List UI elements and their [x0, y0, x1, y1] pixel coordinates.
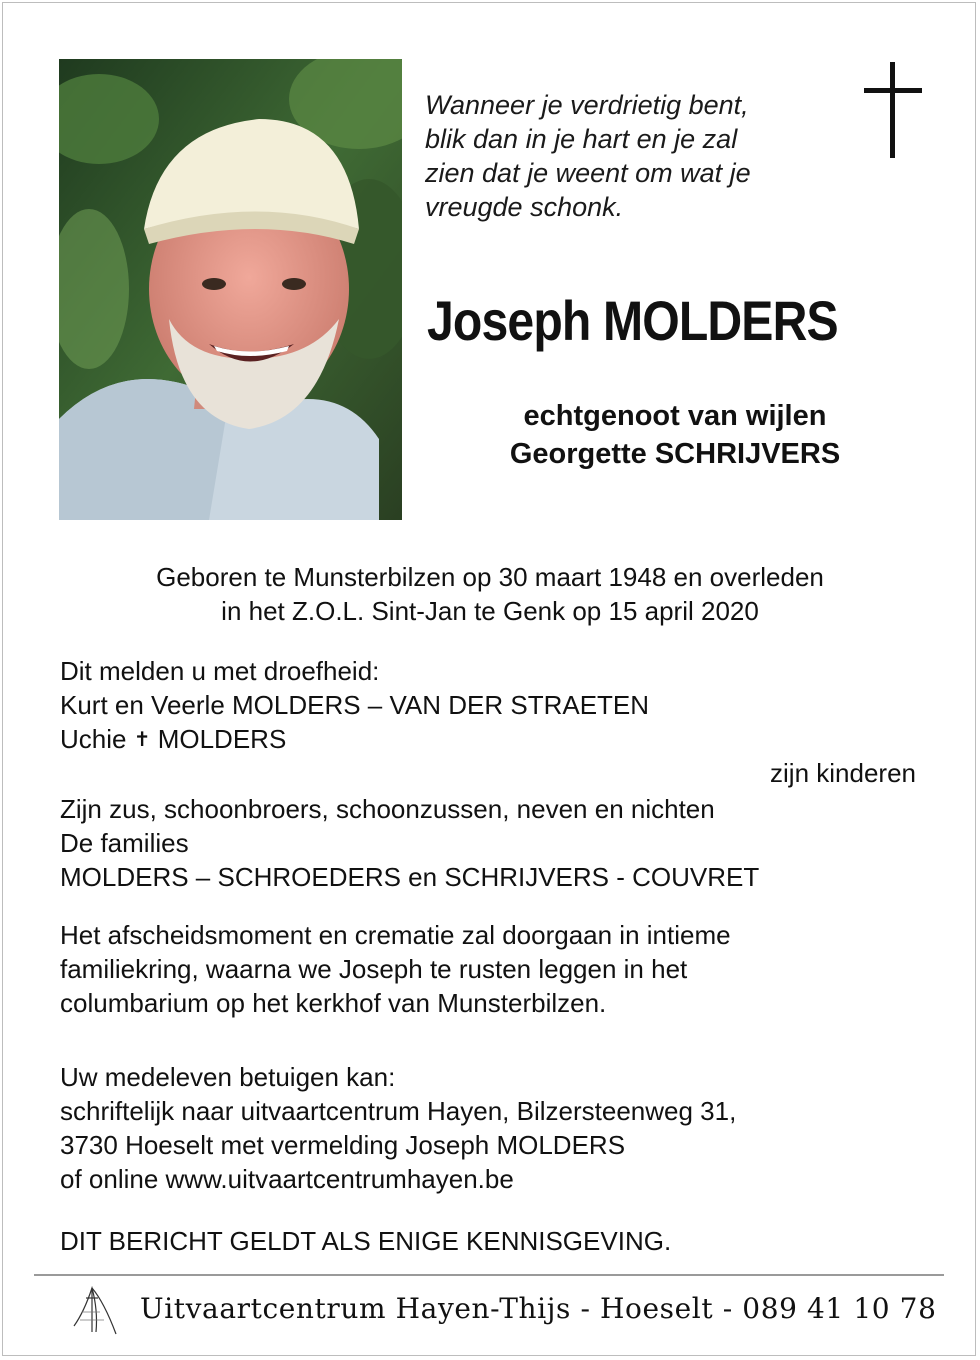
- family-list: [60, 792, 940, 894]
- small-cross-icon: ✝: [133, 729, 151, 751]
- notice: DIT BERICHT GELDT ALS ENIGE KENNISGEVING.: [60, 1226, 672, 1256]
- announcement: [60, 654, 940, 759]
- born-line: Geboren te Munsterbilzen op 30 maart 1948 en overleden: [156, 562, 824, 592]
- deceased-name: Joseph MOLDERS: [427, 289, 838, 352]
- child-line: [60, 722, 940, 759]
- birth-death-info: [40, 560, 940, 628]
- ceremony-line: familiekring, waarna we Joseph te rusten leggen in het: [60, 954, 688, 984]
- condolence-line: schriftelijk naar uitvaartcentrum Hayen, Bilzersteenweg 31,: [60, 1096, 737, 1126]
- footer-contact: Uitvaartcentrum Hayen-Thijs - Hoeselt - 089 41 10 78: [140, 1292, 937, 1325]
- child-last-name: MOLDERS: [157, 724, 287, 754]
- poem-line: vreugde schonk.: [425, 192, 624, 222]
- ceremony-line: columbarium op het kerkhof van Munsterbilzen.: [60, 988, 607, 1018]
- announce-intro: Dit melden u met droefheid:: [60, 656, 380, 686]
- family-line: De families: [60, 828, 189, 858]
- poem-line: blik dan in je hart en je zal: [425, 124, 738, 154]
- children-label: zijn kinderen: [770, 758, 916, 788]
- spouse-info: [425, 397, 925, 473]
- ceremony-line: Het afscheidsmoment en crematie zal doorgaan in intieme: [60, 920, 731, 950]
- footer-divider: [34, 1274, 944, 1276]
- child-first-name: Uchie: [60, 724, 127, 754]
- condolence-line: Uw medeleven betuigen kan:: [60, 1062, 396, 1092]
- poem: [425, 88, 845, 224]
- family-line: MOLDERS – SCHROEDERS en SCHRIJVERS - COUVRET: [60, 862, 760, 892]
- child-line: Kurt en Veerle MOLDERS – VAN DER STRAETEN: [60, 690, 650, 720]
- portrait-photo: [59, 59, 402, 520]
- condolence-line: of online www.uitvaartcentrumhayen.be: [60, 1164, 514, 1194]
- family-line: Zijn zus, schoonbroers, schoonzussen, neven en nichten: [60, 794, 715, 824]
- spouse-name: Georgette SCHRIJVERS: [509, 438, 841, 470]
- funeral-home-logo-icon: [70, 1282, 124, 1336]
- ceremony-info: [60, 918, 940, 1020]
- spouse-line: echtgenoot van wijlen: [523, 400, 827, 432]
- poem-line: zien dat je weent om wat je: [425, 158, 751, 188]
- poem-line: Wanneer je verdrietig bent,: [425, 90, 749, 120]
- condolence-info: [60, 1060, 940, 1196]
- died-line: in het Z.O.L. Sint-Jan te Genk op 15 april 2020: [221, 596, 759, 626]
- condolence-line: 3730 Hoeselt met vermelding Joseph MOLDERS: [60, 1130, 626, 1160]
- cross-icon: [864, 62, 922, 158]
